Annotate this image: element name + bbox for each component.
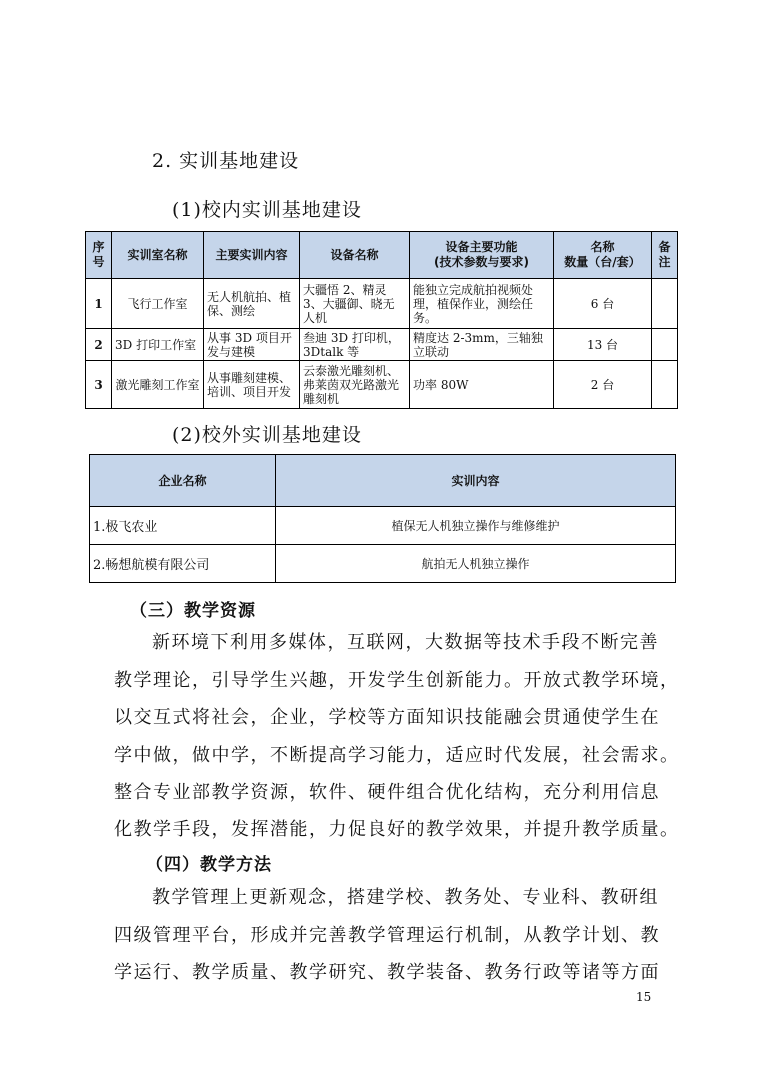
header-cell: 主要实训内容 <box>204 232 300 279</box>
company-name: 1.极飞农业 <box>90 507 276 545</box>
table-row <box>90 545 676 583</box>
room-name: 激光雕刻工作室 <box>112 361 204 409</box>
table-header-row <box>86 232 678 279</box>
para-3-line: 整合专业部教学资源，软件、硬件组合优化结构，充分利用信息 <box>114 782 660 803</box>
para-3-line: 教学理论，引导学生兴趣，开发学生创新能力。开放式教学环境， <box>114 670 680 691</box>
table-row <box>90 507 676 545</box>
para-4-line: 四级管理平台，形成并完善教学管理运行机制，从教学计划、教 <box>114 925 660 946</box>
row-number: 2 <box>86 329 112 361</box>
table-row <box>86 279 678 329</box>
quantity: 6 台 <box>554 279 652 329</box>
training-content: 植保无人机独立操作与维修维护 <box>276 507 676 545</box>
note <box>652 329 678 361</box>
internal-training-table <box>85 231 678 409</box>
table-row <box>86 329 678 361</box>
equipment-function: 精度达 2-3mm，三轴独立联动 <box>410 329 554 361</box>
external-training-table <box>89 454 676 583</box>
quantity: 13 台 <box>554 329 652 361</box>
table-header-row <box>90 455 676 507</box>
section-4-heading: （四）教学方法 <box>146 855 272 875</box>
equipment-name: 叁迪 3D 打印机，3Dtalk 等 <box>300 329 410 361</box>
para-4-line: 教学管理上更新观念，搭建学校、教务处、专业科、教研组 <box>152 887 659 908</box>
room-name: 3D 打印工作室 <box>112 329 204 361</box>
para-3-line: 以交互式将社会，企业，学校等方面知识技能融会贯通使学生在 <box>114 707 660 728</box>
header-cell: 企业名称 <box>90 455 276 507</box>
header-cell: 实训室名称 <box>112 232 204 279</box>
row-number: 1 <box>86 279 112 329</box>
room-name: 飞行工作室 <box>112 279 204 329</box>
header-cell: 备注 <box>652 232 678 279</box>
note <box>652 361 678 409</box>
para-3-line: 化教学手段，发挥潜能，力促良好的教学效果，并提升教学质量。 <box>114 819 680 840</box>
sub-heading-internal: (1)校内实训基地建设 <box>172 199 362 221</box>
page-number: 15 <box>636 990 652 1004</box>
header-cell: 名称 数量（台/套） <box>554 232 652 279</box>
training-content: 从事雕刻建模、培训、项目开发 <box>204 361 300 409</box>
table-row <box>86 361 678 409</box>
section-3-heading: （三）教学资源 <box>130 601 256 621</box>
company-name: 2.畅想航模有限公司 <box>90 545 276 583</box>
para-3-line: 学中做，做中学，不断提高学习能力，适应时代发展，社会需求。 <box>114 745 680 766</box>
header-cell: 设备名称 <box>300 232 410 279</box>
equipment-function: 功率 80W <box>410 361 554 409</box>
quantity: 2 台 <box>554 361 652 409</box>
header-cell: 设备主要功能 (技术参数与要求) <box>410 232 554 279</box>
para-4-line: 学运行、教学质量、教学研究、教学装备、教务行政等诸等方面 <box>114 962 660 983</box>
equipment-function: 能独立完成航拍视频处理，植保作业，测绘任务。 <box>410 279 554 329</box>
training-content: 航拍无人机独立操作 <box>276 545 676 583</box>
header-cell: 实训内容 <box>276 455 676 507</box>
section-heading: 2. 实训基地建设 <box>152 150 300 172</box>
note <box>652 279 678 329</box>
header-cell: 序号 <box>86 232 112 279</box>
training-content: 无人机航拍、植保、测绘 <box>204 279 300 329</box>
equipment-name: 云泰激光雕刻机、弗莱茵双光路激光雕刻机 <box>300 361 410 409</box>
equipment-name: 大疆悟 2、精灵 3、大疆御、晓无人机 <box>300 279 410 329</box>
para-3-line: 新环境下利用多媒体，互联网，大数据等技术手段不断完善 <box>152 632 659 653</box>
training-content: 从事 3D 项目开发与建模 <box>204 329 300 361</box>
row-number: 3 <box>86 361 112 409</box>
sub-heading-external: (2)校外实训基地建设 <box>172 424 362 446</box>
